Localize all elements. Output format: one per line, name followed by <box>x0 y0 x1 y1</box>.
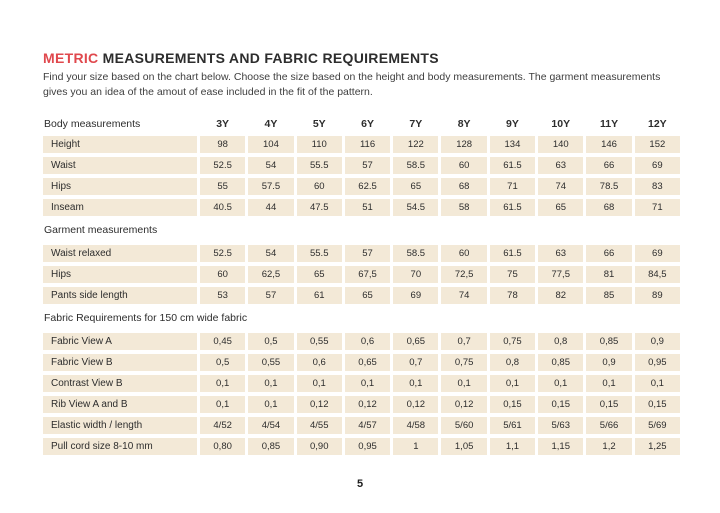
measurement-cell: 1,2 <box>586 438 631 455</box>
measurement-cell: 1,1 <box>490 438 535 455</box>
measurement-cell: 63 <box>538 245 583 262</box>
measurement-cell: 78.5 <box>586 178 631 195</box>
measurement-cell: 84,5 <box>635 266 680 283</box>
page-number: 5 <box>356 478 364 490</box>
row-label: Inseam <box>43 199 197 216</box>
measurement-cell: 75 <box>490 266 535 283</box>
measurement-cell: 61.5 <box>490 157 535 174</box>
row-label: Pants side length <box>43 287 197 304</box>
section-label: Fabric Requirements for 150 cm wide fabric <box>44 312 248 324</box>
size-column-header: 12Y <box>647 117 667 130</box>
measurement-cell: 65 <box>297 266 342 283</box>
measurement-cell: 55.5 <box>297 245 342 262</box>
table-row <box>43 245 680 262</box>
measurement-cell: 0,12 <box>441 396 486 413</box>
section-label: Garment measurements <box>44 224 158 236</box>
measurement-cell: 0,1 <box>248 396 293 413</box>
measurement-table <box>43 113 680 455</box>
measurement-cell: 57 <box>345 245 390 262</box>
measurement-cell: 0,15 <box>586 396 631 413</box>
table-row <box>43 354 680 371</box>
measurement-cell: 0,12 <box>345 396 390 413</box>
measurement-cell: 61.5 <box>490 199 535 216</box>
measurement-table-body <box>43 136 680 455</box>
table-row <box>43 136 680 153</box>
measurement-cell: 0,5 <box>200 354 245 371</box>
size-column-header: 5Y <box>312 117 326 130</box>
row-label: Rib View A and B <box>43 396 197 413</box>
table-row <box>43 438 680 455</box>
measurement-cell: 0,1 <box>200 375 245 392</box>
measurement-cell: 77,5 <box>538 266 583 283</box>
measurement-cell: 152 <box>635 136 680 153</box>
measurement-cell: 0,55 <box>297 333 342 350</box>
measurement-cell: 60 <box>441 245 486 262</box>
measurement-cell: 0,75 <box>441 354 486 371</box>
measurement-cell: 60 <box>200 266 245 283</box>
measurement-cell: 66 <box>586 245 631 262</box>
measurement-cell: 0,85 <box>586 333 631 350</box>
measurement-cell: 0,9 <box>635 333 680 350</box>
measurement-cell: 0,1 <box>538 375 583 392</box>
row-label: Hips <box>43 266 197 283</box>
measurement-cell: 68 <box>586 199 631 216</box>
measurement-cell: 1,15 <box>538 438 583 455</box>
measurement-cell: 1,25 <box>635 438 680 455</box>
table-row <box>43 417 680 434</box>
measurement-cell: 66 <box>586 157 631 174</box>
measurement-cell: 0,1 <box>393 375 438 392</box>
row-label: Fabric View A <box>43 333 197 350</box>
measurement-cell: 0,12 <box>393 396 438 413</box>
measurement-cell: 61.5 <box>490 245 535 262</box>
measurement-cell: 62.5 <box>345 178 390 195</box>
size-column-header: 10Y <box>551 117 571 130</box>
measurement-cell: 89 <box>635 287 680 304</box>
measurement-cell: 4/57 <box>345 417 390 434</box>
measurement-cell: 4/52 <box>200 417 245 434</box>
measurement-cell: 5/66 <box>586 417 631 434</box>
measurement-cell: 54.5 <box>393 199 438 216</box>
measurement-cell: 0,65 <box>345 354 390 371</box>
measurement-cell: 0,1 <box>297 375 342 392</box>
page-subtitle: Find your size based on the chart below. Choose the size based on the height and body measurements. The garment measurements gives you an idea of the amout of ease included in the fit of the pattern. <box>43 71 661 98</box>
measurement-cell: 71 <box>490 178 535 195</box>
measurement-cell: 57 <box>248 287 293 304</box>
measurement-cell: 0,15 <box>490 396 535 413</box>
table-section-header <box>43 220 680 240</box>
table-row <box>43 375 680 392</box>
measurement-cell: 0,65 <box>393 333 438 350</box>
table-row <box>43 266 680 283</box>
size-column-header: 11Y <box>599 117 619 130</box>
measurement-cell: 52.5 <box>200 157 245 174</box>
measurement-cell: 0,1 <box>200 396 245 413</box>
table-header-row <box>43 113 680 134</box>
measurement-cell: 0,1 <box>248 375 293 392</box>
measurement-cell: 128 <box>441 136 486 153</box>
measurement-cell: 0,85 <box>538 354 583 371</box>
measurement-cell: 0,75 <box>490 333 535 350</box>
measurement-cell: 62,5 <box>248 266 293 283</box>
table-row <box>43 396 680 413</box>
measurement-cell: 134 <box>490 136 535 153</box>
measurement-cell: 70 <box>393 266 438 283</box>
table-row <box>43 157 680 174</box>
measurement-cell: 78 <box>490 287 535 304</box>
row-label: Hips <box>43 178 197 195</box>
measurement-cell: 81 <box>586 266 631 283</box>
measurement-cell: 5/63 <box>538 417 583 434</box>
measurement-cell: 0,7 <box>393 354 438 371</box>
measurement-cell: 65 <box>393 178 438 195</box>
measurement-cell: 0,15 <box>538 396 583 413</box>
measurement-cell: 0,7 <box>441 333 486 350</box>
measurement-cell: 58.5 <box>393 157 438 174</box>
measurement-cell: 4/58 <box>393 417 438 434</box>
page-content <box>43 50 680 459</box>
measurement-cell: 146 <box>586 136 631 153</box>
measurement-cell: 0,55 <box>248 354 293 371</box>
measurement-cell: 0,12 <box>297 396 342 413</box>
measurement-cell: 55.5 <box>297 157 342 174</box>
measurement-cell: 71 <box>635 199 680 216</box>
measurement-cell: 83 <box>635 178 680 195</box>
measurement-cell: 0,85 <box>248 438 293 455</box>
measurement-cell: 60 <box>441 157 486 174</box>
size-column-header: 7Y <box>409 117 423 130</box>
row-label: Elastic width / length <box>43 417 197 434</box>
measurement-cell: 140 <box>538 136 583 153</box>
page-title-rest: MEASUREMENTS AND FABRIC REQUIREMENTS <box>98 50 439 66</box>
measurement-cell: 85 <box>586 287 631 304</box>
table-row <box>43 199 680 216</box>
measurement-cell: 0,1 <box>345 375 390 392</box>
measurement-cell: 0,1 <box>635 375 680 392</box>
measurement-cell: 104 <box>248 136 293 153</box>
measurement-cell: 0,95 <box>345 438 390 455</box>
measurement-cell: 72,5 <box>441 266 486 283</box>
measurement-cell: 4/54 <box>248 417 293 434</box>
measurement-cell: 1 <box>393 438 438 455</box>
measurement-cell: 82 <box>538 287 583 304</box>
measurement-cell: 52.5 <box>200 245 245 262</box>
measurement-cell: 51 <box>345 199 390 216</box>
measurement-cell: 40.5 <box>200 199 245 216</box>
table-section-header <box>43 308 680 328</box>
measurement-cell: 0,8 <box>538 333 583 350</box>
size-column-header: 3Y <box>216 117 230 130</box>
size-column-header: 4Y <box>264 117 278 130</box>
measurement-cell: 122 <box>393 136 438 153</box>
page-title <box>43 50 680 66</box>
measurement-cell: 5/61 <box>490 417 535 434</box>
page-title-highlight: METRIC <box>43 50 99 66</box>
measurement-cell: 44 <box>248 199 293 216</box>
table-row <box>43 287 680 304</box>
measurement-cell: 69 <box>635 157 680 174</box>
measurement-cell: 0,90 <box>297 438 342 455</box>
measurement-cell: 69 <box>635 245 680 262</box>
table-header-label: Body measurements <box>44 117 141 130</box>
row-label: Pull cord size 8-10 mm <box>43 438 197 455</box>
measurement-cell: 74 <box>441 287 486 304</box>
measurement-cell: 54 <box>248 245 293 262</box>
size-column-header: 9Y <box>506 117 519 130</box>
measurement-cell: 0,9 <box>586 354 631 371</box>
table-row <box>43 178 680 195</box>
measurement-cell: 60 <box>297 178 342 195</box>
measurement-cell: 0,1 <box>490 375 535 392</box>
measurement-cell: 74 <box>538 178 583 195</box>
measurement-cell: 5/69 <box>635 417 680 434</box>
measurement-cell: 68 <box>441 178 486 195</box>
measurement-cell: 0,5 <box>248 333 293 350</box>
size-column-header: 8Y <box>457 117 471 130</box>
measurement-cell: 0,15 <box>635 396 680 413</box>
measurement-cell: 0,1 <box>586 375 631 392</box>
measurement-cell: 55 <box>200 178 245 195</box>
measurement-cell: 57.5 <box>248 178 293 195</box>
measurement-cell: 69 <box>393 287 438 304</box>
measurement-cell: 1,05 <box>441 438 486 455</box>
measurement-cell: 58.5 <box>393 245 438 262</box>
measurement-cell: 65 <box>345 287 390 304</box>
measurement-cell: 0,45 <box>200 333 245 350</box>
measurement-cell: 4/55 <box>297 417 342 434</box>
row-label: Fabric View B <box>43 354 197 371</box>
measurement-cell: 57 <box>345 157 390 174</box>
measurement-cell: 65 <box>538 199 583 216</box>
row-label: Contrast View B <box>43 375 197 392</box>
measurement-cell: 53 <box>200 287 245 304</box>
row-label: Waist relaxed <box>43 245 197 262</box>
measurement-cell: 0,6 <box>345 333 390 350</box>
measurement-cell: 0,1 <box>441 375 486 392</box>
measurement-cell: 116 <box>345 136 390 153</box>
measurement-cell: 67,5 <box>345 266 390 283</box>
measurement-cell: 5/60 <box>441 417 486 434</box>
measurement-cell: 0,6 <box>297 354 342 371</box>
measurement-cell: 0,80 <box>200 438 245 455</box>
measurement-cell: 47.5 <box>297 199 342 216</box>
measurement-cell: 58 <box>441 199 486 216</box>
measurement-cell: 0,95 <box>635 354 680 371</box>
measurement-cell: 110 <box>297 136 342 153</box>
row-label: Waist <box>43 157 197 174</box>
size-column-header: 6Y <box>361 117 374 130</box>
measurement-cell: 0,8 <box>490 354 535 371</box>
measurement-cell: 63 <box>538 157 583 174</box>
measurement-cell: 54 <box>248 157 293 174</box>
table-row <box>43 333 680 350</box>
measurement-cell: 98 <box>200 136 245 153</box>
row-label: Height <box>43 136 197 153</box>
measurement-cell: 61 <box>297 287 342 304</box>
